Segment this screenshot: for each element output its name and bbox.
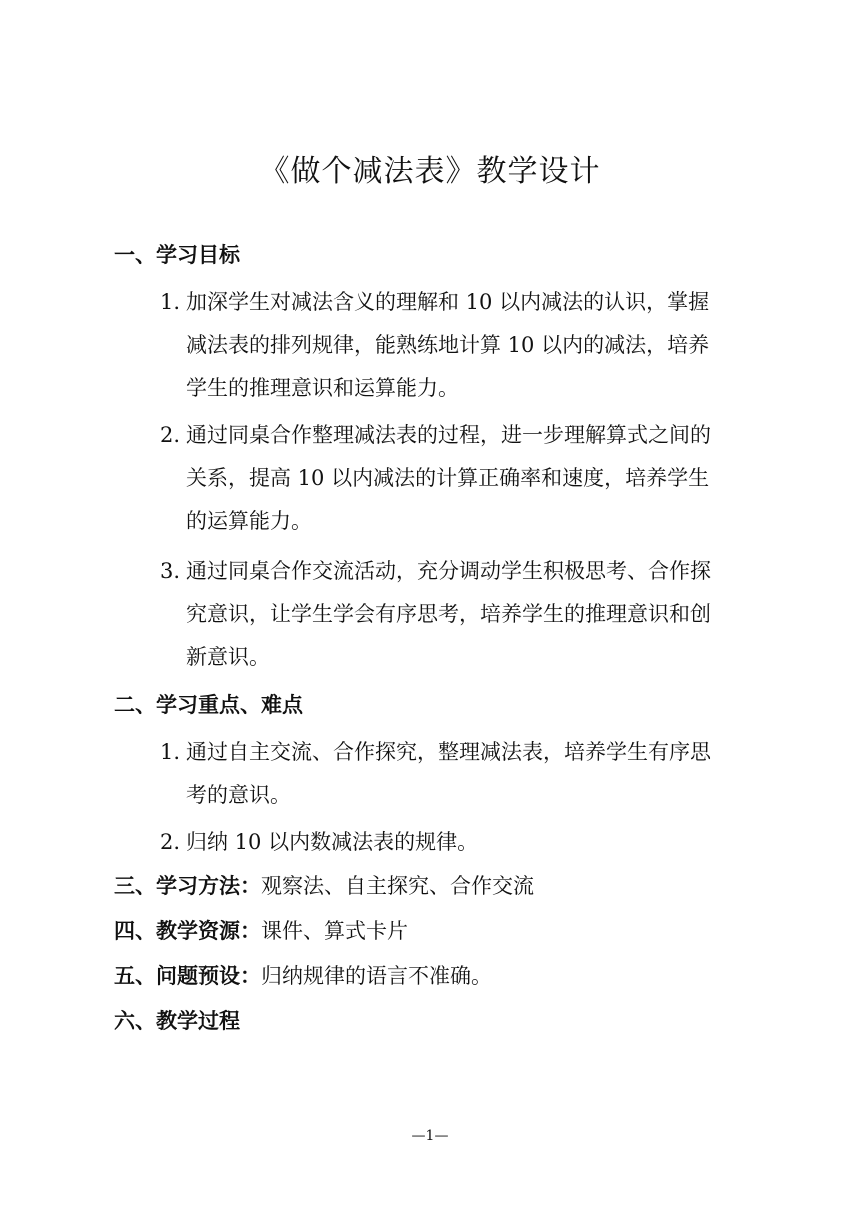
item-line: 1. 通过自主交流、合作探究，整理减法表，培养学生有序思 (160, 731, 756, 774)
item-number: 1. (160, 290, 181, 314)
section-label: 四、教学资源： (114, 919, 261, 943)
item-number: 2. (160, 423, 181, 447)
list-item (160, 550, 756, 679)
item-line: 学生的推理意识和运算能力。 (186, 376, 459, 400)
item-line: 2. 通过同桌合作整理减法表的过程，进一步理解算式之间的 (160, 414, 756, 457)
section-label: 一、学习目标 (114, 243, 240, 267)
item-line: 的运算能力。 (186, 509, 312, 533)
item-number: 3. (160, 559, 181, 583)
section-heading-key-points (114, 690, 774, 720)
page-number: —1— (411, 1128, 449, 1144)
section-label: 六、教学过程 (114, 1009, 240, 1033)
section-heading-teaching-process (114, 1006, 774, 1036)
section-heading-learning-methods (114, 871, 774, 901)
list-item (160, 281, 756, 410)
list-item (160, 821, 756, 864)
item-number: 2. (160, 830, 181, 854)
item-line: 2. 归纳 10 以内数减法表的规律。 (160, 821, 756, 864)
list-item (160, 414, 756, 543)
item-line: 关系，提高 10 以内减法的计算正确率和速度，培养学生 (186, 466, 710, 490)
section-value: 归纳规律的语言不准确。 (261, 964, 492, 988)
item-line: 考的意识。 (186, 783, 291, 807)
item-line: 3. 通过同桌合作交流活动，充分调动学生积极思考、合作探 (160, 550, 756, 593)
item-number: 1. (160, 740, 181, 764)
item-line: 1. 加深学生对减法含义的理解和 10 以内减法的认识，掌握 (160, 281, 756, 324)
section-label: 二、学习重点、难点 (114, 693, 303, 717)
section-heading-problem-presets (114, 961, 774, 991)
section-value: 观察法、自主探究、合作交流 (261, 874, 534, 898)
section-label: 五、问题预设： (114, 964, 261, 988)
item-line: 减法表的排列规律，能熟练地计算 10 以内的减法，培养 (186, 333, 710, 357)
section-value: 课件、算式卡片 (261, 919, 408, 943)
section-heading-learning-goals (114, 240, 774, 270)
section-label: 三、学习方法： (114, 874, 261, 898)
document-title: 《做个减法表》教学设计 (259, 154, 601, 189)
list-item (160, 731, 756, 817)
item-line: 究意识，让学生学会有序思考，培养学生的推理意识和创 (186, 602, 711, 626)
section-heading-teaching-resources (114, 916, 774, 946)
item-line: 新意识。 (186, 645, 270, 669)
